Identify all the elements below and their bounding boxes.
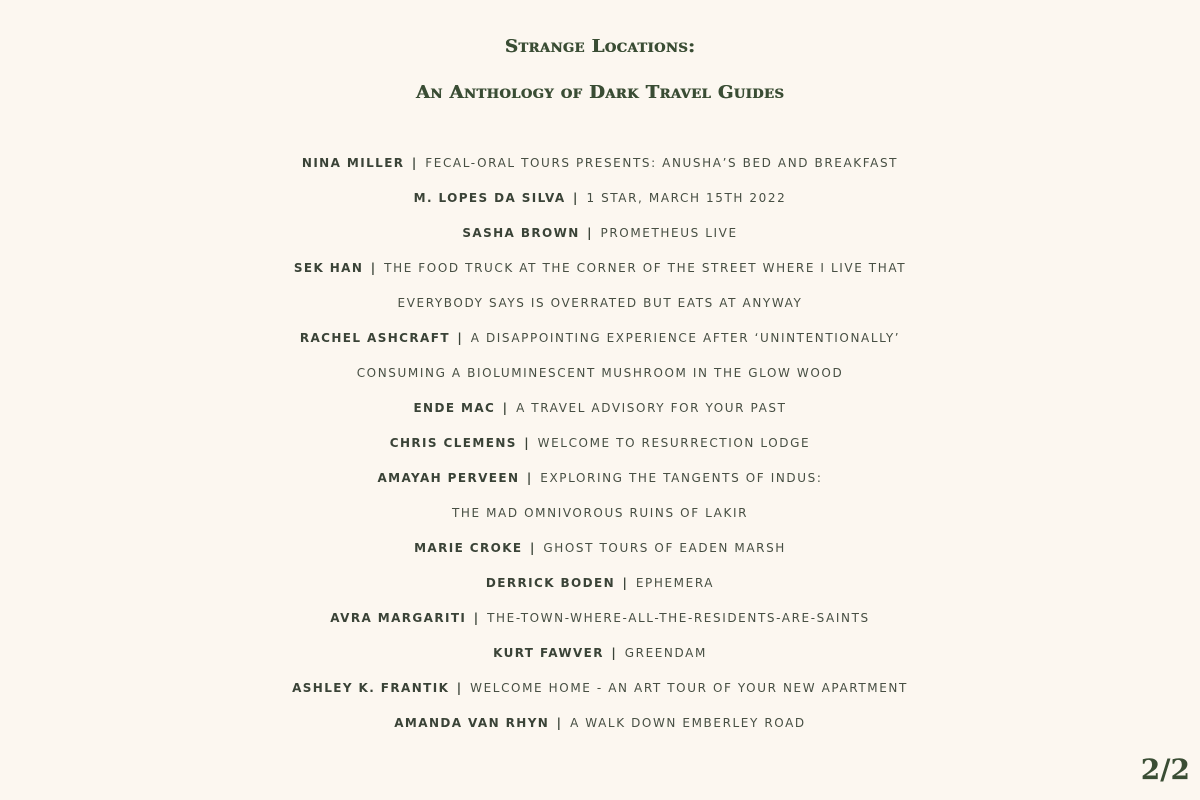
- entry-line: [0, 391, 1200, 426]
- story-title: WELCOME HOME - AN ART TOUR OF YOUR NEW APARTMENT: [470, 681, 908, 695]
- entry-line: [0, 216, 1200, 251]
- separator: |: [573, 191, 580, 205]
- story-title: EXPLORING THE TANGENTS OF INDUS:: [540, 471, 823, 485]
- list-item: [0, 671, 1200, 706]
- list-item: [0, 181, 1200, 216]
- list-item: [0, 251, 1200, 321]
- entry-line: [0, 601, 1200, 636]
- author-name: SASHA BROWN: [462, 226, 580, 240]
- title-line-2: An Anthology of Dark Travel Guides: [415, 82, 785, 103]
- author-name: CHRIS CLEMENS: [389, 436, 517, 450]
- story-title: GHOST TOURS OF EADEN MARSH: [543, 541, 786, 555]
- list-item: [0, 321, 1200, 391]
- author-name: AMANDA VAN RHYN: [394, 716, 550, 730]
- entry-line-continued: [0, 496, 1200, 531]
- story-title: GREENDAM: [624, 646, 707, 660]
- entry-line: [0, 531, 1200, 566]
- entry-line: [0, 321, 1200, 356]
- author-name: DERRICK BODEN: [485, 576, 616, 590]
- story-title: THE FOOD TRUCK AT THE CORNER OF THE STREET WHERE I LIVE THAT: [384, 261, 907, 275]
- separator: |: [611, 646, 618, 660]
- list-item: [0, 706, 1200, 741]
- separator: |: [622, 576, 629, 590]
- author-name: ASHLEY K. FRANTIK: [292, 681, 450, 695]
- author-name: M. LOPES DA SILVA: [413, 191, 566, 205]
- entry-line: [0, 146, 1200, 181]
- entry-line: [0, 566, 1200, 601]
- list-item: [0, 461, 1200, 531]
- story-title: THE-TOWN-WHERE-ALL-THE-RESIDENTS-ARE-SAINTS: [487, 611, 870, 625]
- separator: |: [411, 156, 418, 170]
- title-block: [0, 24, 1200, 116]
- separator: |: [529, 541, 536, 555]
- list-item: [0, 601, 1200, 636]
- page-indicator: 2/2: [1140, 753, 1190, 786]
- separator: |: [587, 226, 594, 240]
- entry-line: [0, 181, 1200, 216]
- story-title: WELCOME TO RESURRECTION LODGE: [537, 436, 811, 450]
- separator: |: [457, 331, 464, 345]
- story-title: CONSUMING A BIOLUMINESCENT MUSHROOM IN THE GLOW WOOD: [356, 366, 844, 380]
- author-name: ENDE MAC: [413, 401, 496, 415]
- author-name: SEK HAN: [293, 261, 364, 275]
- author-name: NINA MILLER: [301, 156, 405, 170]
- separator: |: [556, 716, 563, 730]
- list-item: [0, 391, 1200, 426]
- separator: |: [456, 681, 463, 695]
- story-title: THE MAD OMNIVOROUS RUINS OF LAKIR: [451, 506, 749, 520]
- story-title: FECAL-ORAL TOURS PRESENTS: ANUSHA’S BED AND BREAKFAST: [425, 156, 899, 170]
- story-title: A TRAVEL ADVISORY FOR YOUR PAST: [516, 401, 787, 415]
- separator: |: [524, 436, 531, 450]
- list-item: [0, 216, 1200, 251]
- story-title: PROMETHEUS LIVE: [600, 226, 738, 240]
- list-item: [0, 566, 1200, 601]
- entry-line: [0, 706, 1200, 741]
- list-item: [0, 531, 1200, 566]
- entry-line: [0, 636, 1200, 671]
- author-name: MARIE CROKE: [414, 541, 523, 555]
- story-title: A DISAPPOINTING EXPERIENCE AFTER ‘UNINTENTIONALLY’: [470, 331, 901, 345]
- separator: |: [370, 261, 377, 275]
- story-title: 1 STAR, MARCH 15TH 2022: [586, 191, 787, 205]
- list-item: [0, 146, 1200, 181]
- author-name: AVRA MARGARITI: [330, 611, 467, 625]
- entry-line-continued: [0, 286, 1200, 321]
- story-title: EPHEMERA: [635, 576, 715, 590]
- table-of-contents: [0, 146, 1200, 741]
- separator: |: [526, 471, 533, 485]
- separator: |: [502, 401, 509, 415]
- author-name: KURT FAWVER: [493, 646, 604, 660]
- title-line-1: Strange Locations:: [504, 36, 696, 57]
- entry-line: [0, 426, 1200, 461]
- separator: |: [473, 611, 480, 625]
- story-title: EVERYBODY SAYS IS OVERRATED BUT EATS AT ANYWAY: [397, 296, 803, 310]
- author-name: AMAYAH PERVEEN: [377, 471, 520, 485]
- list-item: [0, 426, 1200, 461]
- author-name: RACHEL ASHCRAFT: [299, 331, 450, 345]
- list-item: [0, 636, 1200, 671]
- entry-line: [0, 461, 1200, 496]
- entry-line: [0, 251, 1200, 286]
- entry-line: [0, 671, 1200, 706]
- entry-line-continued: [0, 356, 1200, 391]
- story-title: A WALK DOWN EMBERLEY ROAD: [570, 716, 806, 730]
